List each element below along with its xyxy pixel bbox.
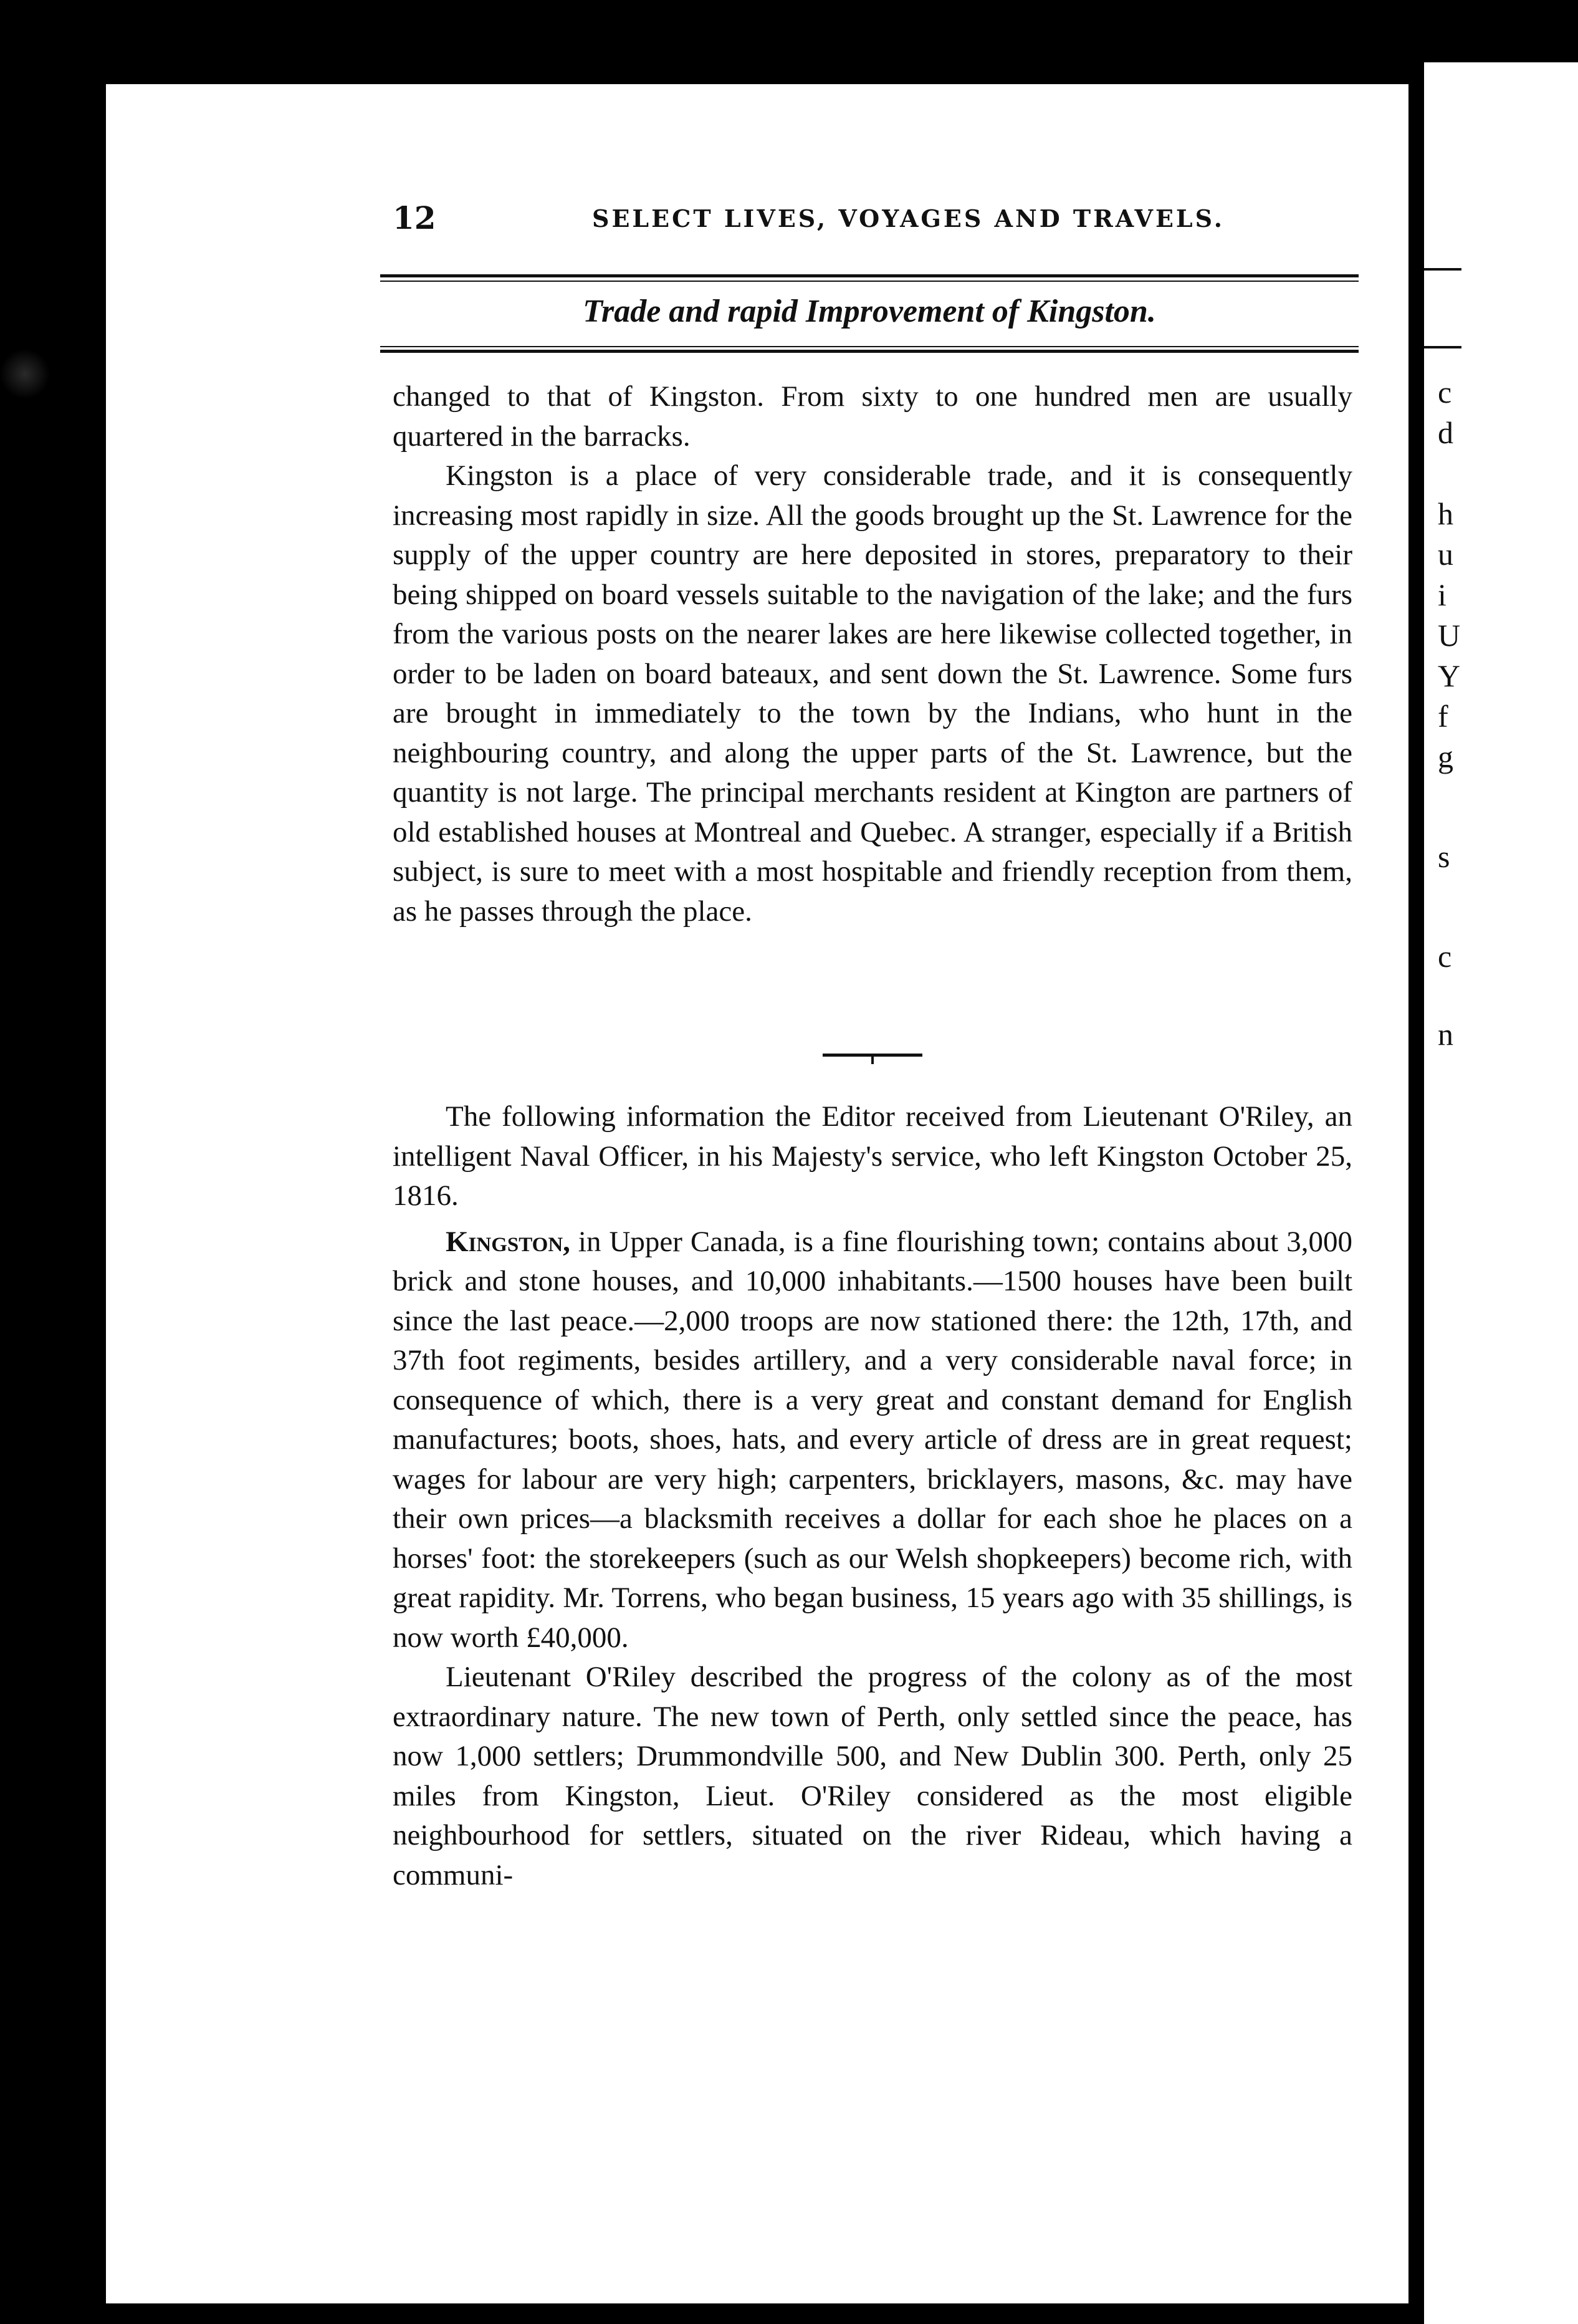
scan-background	[0, 0, 106, 2324]
facing-page-edge	[1424, 62, 1578, 2324]
paragraph-kingston	[393, 1222, 1352, 1658]
kingston-text: in Upper Canada, is a fine flourishing town; contains about 3,000 brick and stone houses, and 10,000 inhabitants.—1500 houses have been built since the last peace.—2,000 troops are now stationed there: the 12th, 17th, and 37th foot regiments, besides artillery, and a very considerable naval force; in consequence of which, there is a very great and constant demand for English manufactures; boots, shoes, hats, and every article of dress are in great request; wages for labour are very high; carpenters, bricklayers, masons, &c. may have their own prices—a blacksmith receives a dollar for each shoe he places on a horses' foot: the storekeepers (such as our Welsh shopkeepers) become rich, with great rapidity. Mr. Torrens, who began business, 15 years ago with 35 shillings, is now worth £40,000.	[393, 1225, 1352, 1654]
facing-page-letter: U	[1438, 618, 1461, 653]
running-title: SELECT LIVES, VOYAGES AND TRAVELS.	[592, 204, 1225, 233]
facing-page-letter: c	[1438, 375, 1452, 410]
paragraph-continuation: changed to that of Kingston. From sixty to one hundred men are usually quartered in the barracks.	[393, 380, 1352, 453]
section-trade	[393, 377, 1352, 931]
header-rule-top	[380, 274, 1359, 277]
subheading-rule-thin	[380, 346, 1359, 347]
subheading-rule-thick	[380, 350, 1359, 353]
facing-page-letter: s	[1438, 839, 1450, 874]
facing-page-letter: d	[1438, 415, 1453, 450]
kingston-lead: Kingston,	[446, 1225, 570, 1258]
paragraph-trade: Kingston is a place of very considerable trade, and it is consequently increasing most rapidly in size. All the goods brought up the St. Lawrence for the supply of the upper country are here deposited in stores, preparatory to their being shipped on board vessels suitable to the navigation of the lake; and the furs from the various posts on the nearer lakes are here likewise collected together, in order to be laden on board bateaux, and sent down the St. Lawrence. Some furs are brought in immediately to the town by the Indians, who hunt in the neighbouring country, and along the upper parts of the St. Lawrence, but the quantity is not large. The principal merchants resident at Kington are partners of old established houses at Montreal and Quebec. A stranger, especially if a British subject, is sure to meet with a most hospitable and friendly reception from them, as he passes through the place.	[393, 459, 1352, 928]
facing-page-letter: Y	[1438, 658, 1461, 693]
facing-page-letter: c	[1438, 939, 1452, 974]
facing-page-letter: n	[1438, 1017, 1453, 1052]
facing-page-letter: u	[1438, 537, 1453, 572]
facing-page-letter: g	[1438, 739, 1453, 774]
section-subheading: Trade and rapid Improvement of Kingston.	[583, 294, 1156, 329]
section-oriley	[393, 1097, 1352, 1895]
facing-page-letter: i	[1438, 577, 1447, 612]
page-number: 12	[393, 199, 436, 236]
running-header	[393, 199, 1359, 256]
header-rule-top-thin	[380, 281, 1359, 282]
section-separator	[823, 1054, 922, 1057]
facing-page-letter: f	[1438, 699, 1448, 734]
facing-page-letter: h	[1438, 496, 1453, 531]
paragraph-editor-note: The following information the Editor received from Lieutenant O'Riley, an intelligent Naval Officer, in his Majesty's service, who left Kingston October 25, 1816.	[393, 1100, 1352, 1212]
paragraph-colony-progress: Lieutenant O'Riley described the progress of the colony as of the most extraordinary nature. The new town of Perth, only settled since the peace, has now 1,000 settlers; Drummondville 500, and New Dublin 300. Perth, only 25 miles from Kingston, Lieut. O'Riley considered as the most eligible neighbourhood for settlers, situated on the river Rideau, which having a communi-	[393, 1661, 1352, 1891]
